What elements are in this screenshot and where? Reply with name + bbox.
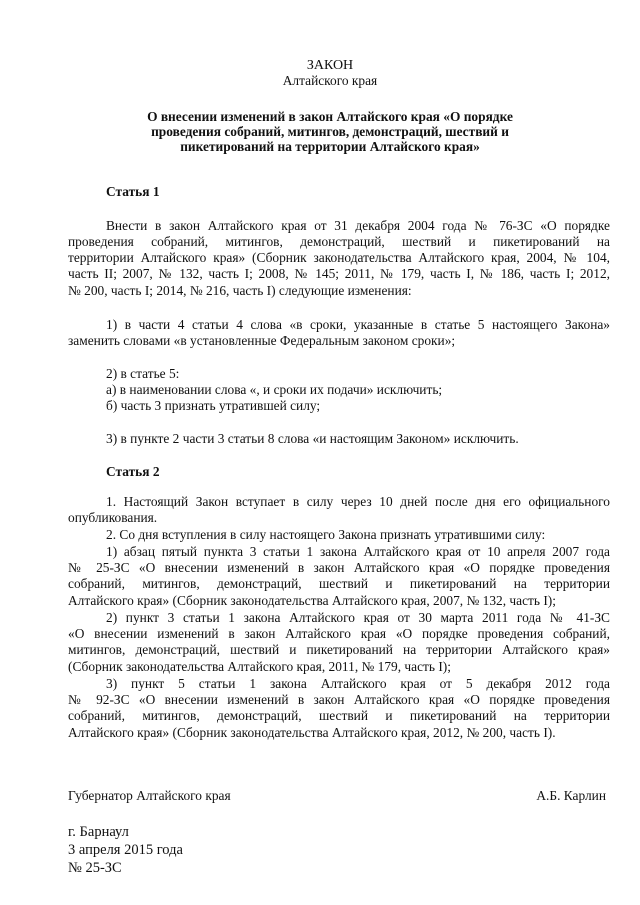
article-2-sub3-line-3: собраний, митингов, демонстраций, шествий и пикетирований на территории [68, 708, 610, 723]
signatory-name: А.Б. Карлин [536, 788, 606, 803]
signing-date: 3 апреля 2015 года [68, 842, 183, 858]
doc-title-line-3: пикетирований на территории Алтайского края» [180, 139, 480, 154]
article-2-p1-line-1: 1. Настоящий Закон вступает в силу через 10 дней после дня его официального [106, 494, 610, 509]
doc-type: ЗАКОН [306, 58, 354, 73]
article-2-sub3-line-2: № 92-ЗС «О внесении изменений в закон Алтайского края «О порядке проведения [68, 692, 610, 707]
article-1-item-1-line-2: заменить словами «в установленные Федеральным законом сроки»; [68, 333, 456, 348]
article-2-sub2-line-2: «О внесении изменений в закон Алтайского края «О порядке проведения собраний, [68, 626, 610, 641]
article-1-intro-line-4: часть II; 2007, № 132, часть I; 2008, № 145; 2011, № 179, часть I, № 186, часть I; 2012, [68, 266, 610, 281]
article-2-p1-line-2: опубликования. [68, 510, 158, 525]
article-2-sub2-line-3: митингов, демонстраций, шествий и пикетирований на территории Алтайского края» [68, 642, 610, 657]
doc-title-line-2: проведения собраний, митингов, демонстраций, шествий и [151, 124, 509, 139]
article-1-intro-line-5: № 200, часть I; 2014, № 216, часть I) следующие изменения: [68, 283, 412, 298]
article-1-item-2-line-3: б) часть 3 признать утратившей силу; [106, 398, 321, 413]
article-1-intro-line-1: Внести в закон Алтайского края от 31 декабря 2004 года № 76-ЗС «О порядке [106, 218, 610, 233]
article-1-item-1-line-1: 1) в части 4 статьи 4 слова «в сроки, указанные в статье 5 настоящего Закона» [106, 317, 610, 332]
article-1-heading: Статья 1 [106, 184, 160, 199]
article-2-sub1-line-3: собраний, митингов, демонстраций, шествий и пикетирований на территории [68, 576, 610, 591]
law-number: № 25-ЗС [68, 860, 122, 876]
article-1-intro-line-3: территории Алтайского края» (Сборник законодательства Алтайского края, 2004, № 104, [68, 250, 610, 265]
article-2-sub1-line-4: Алтайского края» (Сборник законодательства Алтайского края, 2007, № 132, часть I); [68, 593, 556, 608]
article-2-sub2-line-4: (Сборник законодательства Алтайского края, 2011, № 179, часть I); [68, 659, 451, 674]
article-1-item-2-line-1: 2) в статье 5: [106, 366, 180, 381]
article-2-sub2-line-1: 2) пункт 3 статьи 1 закона Алтайского края от 30 марта 2011 года № 41-ЗС [106, 610, 610, 625]
article-1-item-3: 3) в пункте 2 части 3 статьи 8 слова «и настоящим Законом» исключить. [106, 431, 519, 446]
article-1-intro-line-2: проведения собраний, митингов, демонстраций, шествий и пикетирований на [68, 234, 610, 249]
doc-title-line-1: О внесении изменений в закон Алтайского края «О порядке [147, 109, 513, 124]
signatory-position: Губернатор Алтайского края [68, 788, 231, 803]
signing-city: г. Барнаул [68, 824, 129, 840]
article-1-item-2-line-2: а) в наименовании слова «, и сроки их подачи» исключить; [106, 382, 443, 397]
article-2-p2: 2. Со дня вступления в силу настоящего Закона признать утратившими силу: [106, 527, 546, 542]
article-2-sub1-line-1: 1) абзац пятый пункта 3 статьи 1 закона Алтайского края от 10 апреля 2007 года [106, 544, 610, 559]
doc-region: Алтайского края [282, 73, 378, 88]
article-2-sub3-line-1: 3) пункт 5 статьи 1 закона Алтайского края от 5 декабря 2012 года [106, 676, 610, 691]
article-2-sub3-line-4: Алтайского края» (Сборник законодательства Алтайского края, 2012, № 200, часть I). [68, 725, 556, 740]
article-2-sub1-line-2: № 25-ЗС «О внесении изменений в закон Алтайского края «О порядке проведения [68, 560, 610, 575]
article-2-heading: Статья 2 [106, 464, 160, 479]
